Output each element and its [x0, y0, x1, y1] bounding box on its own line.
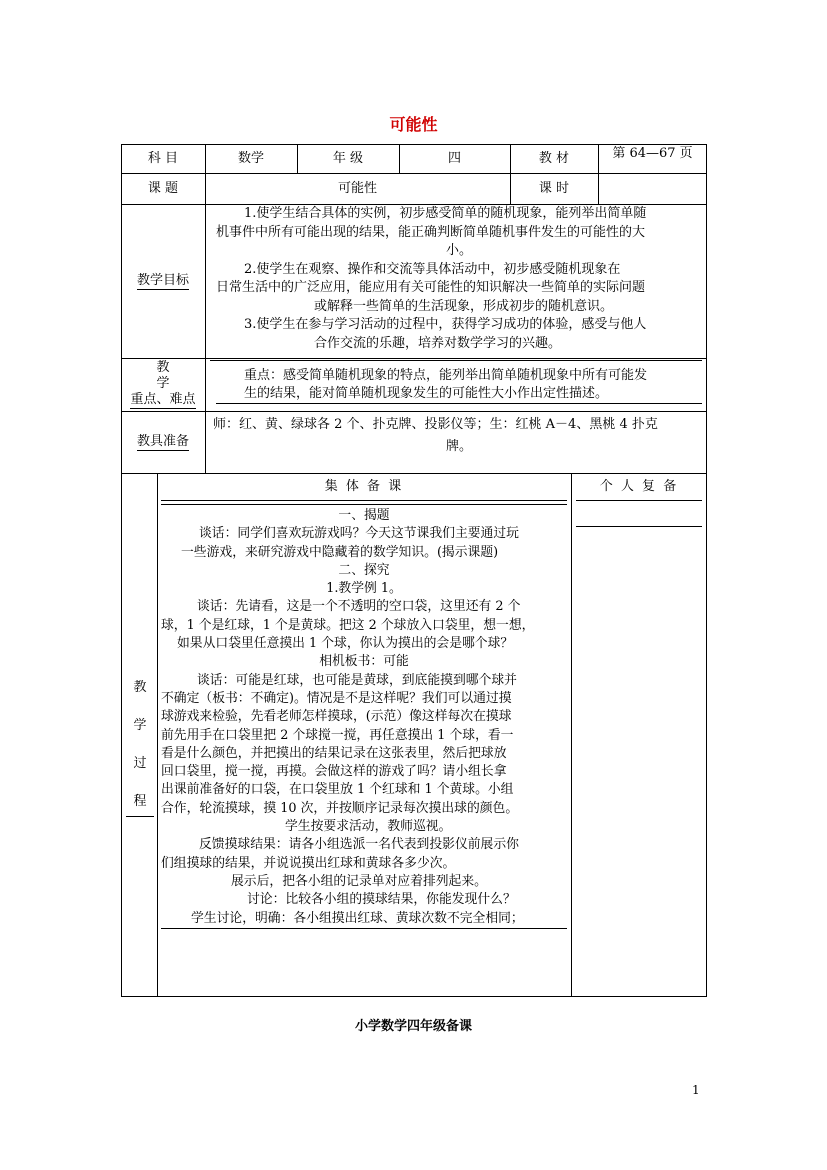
tools-text [213, 414, 705, 458]
process-line: 回口袋里，搅一搅，再摸。会做这样的游戏了吗？请小组长拿 [161, 764, 507, 780]
topic-value: 可能性 [337, 180, 377, 196]
objective-line: 合作交流的乐趣，培养对数学学习的兴趣。 [314, 335, 562, 351]
textbook-label: 教 材 [538, 150, 570, 166]
process-line: 学生按要求活动，教师巡视。 [285, 819, 452, 835]
personal-prep-header: 个 人 复 备 [599, 479, 679, 494]
process-label-char: 过 [133, 756, 147, 771]
process-line: 出课前准备好的口袋，在口袋里放 1 个红球和 1 个黄球。小组 [161, 782, 514, 798]
process-line: 讨论：比较各小组的摸球结果，你能发现什么？ [247, 892, 516, 908]
process-line: 一、揭题 [338, 508, 390, 523]
textbook-value: 第 64—67 页 [612, 146, 693, 161]
process-label-char: 程 [133, 794, 147, 809]
process-line: 1.教学例 1。 [326, 581, 402, 597]
tools-line: 牌。 [445, 439, 472, 454]
process-line: 如果从口袋里任意摸出 1 个球，你认为摸出的会是哪个球？ [177, 636, 514, 652]
objective-line: 3.使学生在参与学习活动的过程中，获得学习成功的体验，感受与他人 [244, 317, 647, 332]
process-line: 合作，轮流摸球，摸 10 次，并按顺序记录每次摸出球的颜色。 [161, 800, 519, 816]
key-points-text [216, 367, 702, 404]
key-points-label-line2: 重点、难点 [130, 392, 196, 407]
objective-line: 日常生活中的广泛应用，能应用有关可能性的知识解决一些简单的实际问题 [216, 280, 646, 295]
objective-line: 小。 [445, 243, 472, 258]
tools-label-text: 教具准备 [136, 433, 189, 449]
period-value [598, 173, 707, 204]
key-points-label [121, 358, 205, 411]
process-line: 看是什么颜色，并把摸出的结果记录在这张表里，然后把球放 [161, 745, 507, 761]
process-line: 反馈摸球结果：请各小组选派一名代表到投影仪前展示你 [199, 837, 519, 853]
grade-value: 四 [447, 150, 461, 166]
key-points-line: 生的结果，能对简单随机现象发生的可能性大小作出定性描述。 [216, 385, 702, 404]
process-line: 展示后，把各小组的记录单对应着排列起来。 [231, 873, 487, 889]
process-label [122, 676, 158, 817]
period-label: 课 时 [538, 180, 570, 196]
subject-label: 科 目 [147, 150, 179, 166]
objective-line: 1.使学生结合具体的实例，初步感受简单的随机现象，能列举出简单随 [244, 206, 647, 221]
process-line: 一些游戏，来研究游戏中隐藏着的数学知识。(揭示课题) [181, 544, 499, 560]
process-line: 球游戏来检验，先看老师怎样摸球，(示范）像这样每次在摸球 [161, 709, 512, 725]
process-line: 前先用手在口袋里把 2 个球搅一搅，再任意摸出 1 个球，看一 [161, 727, 514, 743]
objectives-label [121, 204, 205, 358]
process-line: 谈话：同学们喜欢玩游戏吗？今天这节课我们主要通过玩 [199, 526, 519, 542]
process-line: 们组摸球的结果，并说说摸出红球和黄球各多少次。 [161, 855, 456, 871]
process-line: 相机板书：可能 [319, 654, 409, 670]
group-prep-header: 集 体 备 课 [324, 479, 404, 494]
process-line: 球，1 个是红球，1 个是黄球。把这 2 个球放入口袋里，想一想， [161, 617, 535, 633]
process-line: 谈话：可能是红球，也可能是黄球，到底能摸到哪个球并 [197, 672, 517, 688]
key-points-label-line1: 教 学 [156, 360, 194, 391]
grade-label: 年 级 [332, 150, 364, 166]
objective-line: 机事件中所有可能出现的结果，能正确判断简单随机事件发生的可能性的大 [216, 224, 646, 240]
objective-line: 或解释一些简单的生活现象，形成初步的随机意识。 [314, 298, 614, 314]
process-label-char: 学 [133, 718, 147, 733]
objectives-label-text: 教学目标 [136, 272, 189, 288]
topic-label: 课 题 [147, 180, 179, 196]
tools-label [121, 411, 205, 473]
footer-text: 小学数学四年级备课 [354, 1019, 472, 1034]
process-line: 不确定（板书：不确定)。情况是不是这样呢？我们可以通过摸 [161, 690, 512, 706]
process-line: 谈话：先请看，这是一个不透明的空口袋，这里还有 2 个 [197, 599, 521, 615]
process-label-char: 教 [133, 680, 147, 695]
key-points-line: 重点：感受简单随机现象的特点，能列举出简单随机现象中所有可能发 [244, 368, 648, 383]
page-number: 1 [692, 1083, 700, 1097]
process-line: 学生讨论，明确：各小组摸出红球、黄球次数不完全相同； [161, 910, 567, 929]
subject-value: 数学 [237, 150, 264, 166]
objectives-text [216, 205, 702, 353]
tools-line: 师：红、黄、绿球各 2 个、扑克牌、投影仪等；生：红桃 A－4、黑桃 4 扑克 [213, 417, 658, 432]
group-prep-text [161, 507, 567, 929]
objective-line: 2.使学生在观察、操作和交流等具体活动中，初步感受随机现象在 [244, 261, 621, 277]
page-title: 可能性 [389, 115, 438, 134]
process-line: 二、探究 [338, 562, 390, 578]
